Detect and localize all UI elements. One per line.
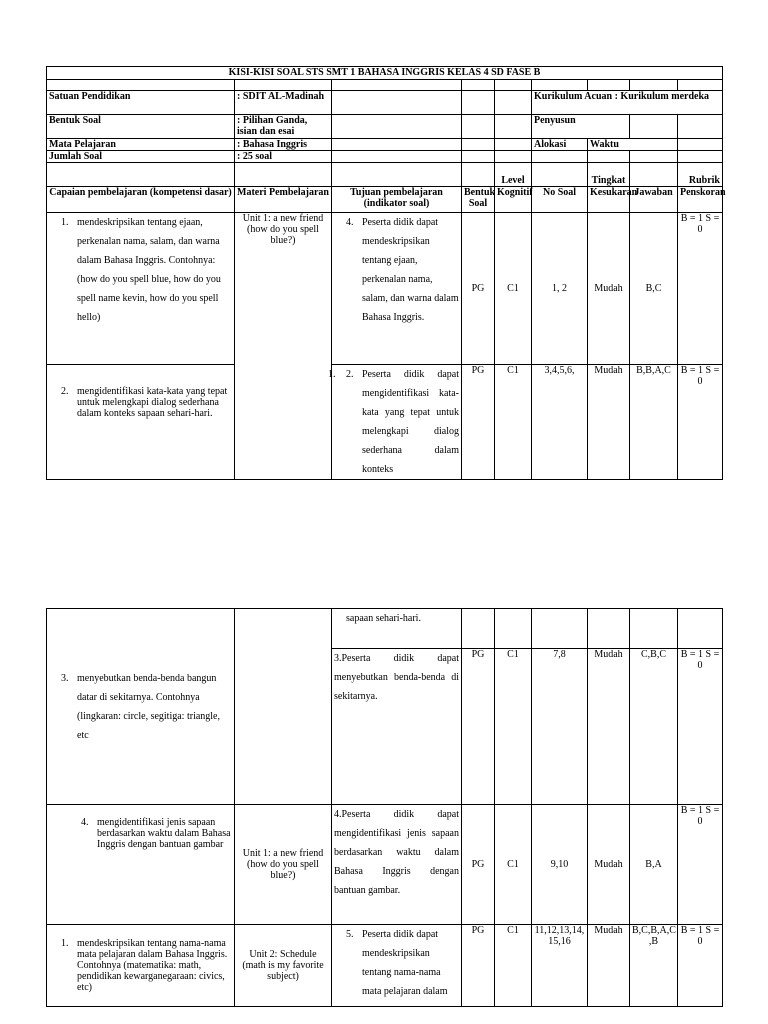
tingkat-cell: Mudah xyxy=(588,925,630,1007)
penyusun-label: Penyusun xyxy=(532,115,630,139)
bentuk-soal-label: Bentuk Soal xyxy=(47,115,235,139)
tujuan-cell: 1. 2. Peserta didik dapat mengidentifikasi kata-kata yang tepat untuk melengkapi dialog sederhana dalam konteks xyxy=(332,365,462,480)
tingkat-header: Tingkat xyxy=(588,163,630,187)
satuan-label: Satuan Pendidikan xyxy=(47,91,235,115)
capaian-header: Capaian pembelajaran (kompetensi dasar) xyxy=(47,187,235,213)
bentuk-cell: PG xyxy=(462,213,495,365)
tingkat-cell: Mudah xyxy=(588,805,630,925)
tujuan-cell: 4.Peserta didik dapat mengidentifikasi jenis sapaan berdasarkan waktu dalam Bahasa Inggris dengan bantuan gambar. xyxy=(332,805,462,925)
rubrik-cell: B = 1 S = 0 xyxy=(678,365,723,480)
rubrik-cell: B = 1 S = 0 xyxy=(678,805,723,925)
rubrik-cell: B = 1 S = 0 xyxy=(678,925,723,1007)
nosoal-cell: 9,10 xyxy=(532,805,588,925)
bentuk-soal-value: : Pilihan Ganda, isian dan esai xyxy=(235,115,332,139)
nosoal-cell: 1, 2 xyxy=(532,213,588,365)
waktu-label: Waktu xyxy=(588,139,678,151)
bentuk-cell: PG xyxy=(462,925,495,1007)
kesukaran-header: Kesukaran xyxy=(588,187,630,213)
capaian-cell: 2. mengidentifikasi kata-kata yang tepat untuk melengkapi dialog sederhana dalam konteks sapaan sehari-hari. xyxy=(47,365,235,480)
kognitif-cell: C1 xyxy=(495,805,532,925)
tingkat-cell: Mudah xyxy=(588,365,630,480)
table-row xyxy=(47,925,723,1007)
kognitif-cell: C1 xyxy=(495,649,532,805)
kurikulum-label: Kurikulum Acuan : Kurikulum merdeka xyxy=(532,91,723,115)
jawaban-cell: B,C xyxy=(630,213,678,365)
materi-header: Materi Pembelajaran xyxy=(235,187,332,213)
materi-cell: Unit 1: a new friend (how do you spell blue?) xyxy=(235,805,332,925)
nosoal-cell: 11,12,13,14, 15,16 xyxy=(532,925,588,1007)
capaian-cell: 1. mendeskripsikan tentang nama-nama mata pelajaran dalam Bahasa Inggris. Contohnya (matematika: math, pendidikan kewarganegaraan: civics, etc) xyxy=(47,925,235,1007)
tujuan-cell: 5. Peserta didik dapat mendeskripsikan tentang nama-nama mata pelajaran dalam xyxy=(332,925,462,1007)
nosoal-cell: 3,4,5,6, xyxy=(532,365,588,480)
mapel-value: : Bahasa Inggris xyxy=(235,139,332,151)
jawaban-header: Jawaban xyxy=(630,187,678,213)
materi-cell: Unit 1: a new friend (how do you spell blue?) xyxy=(235,213,332,480)
tujuan-cell: 3.Peserta didik dapat menyebutkan benda-benda di sekitarnya. xyxy=(332,649,462,805)
nosoal-header: No Soal xyxy=(532,187,588,213)
jumlah-value: : 25 soal xyxy=(235,151,332,163)
capaian-cell: 3. menyebutkan benda-benda bangun datar di sekitarnya. Contohnya (lingkaran: circle, segitiga: triangle, etc xyxy=(47,609,235,805)
kognitif-cell: C1 xyxy=(495,365,532,480)
capaian-cell: 4. mengidentifikasi jenis sapaan berdasarkan waktu dalam Bahasa Inggris dengan bantuan gambar xyxy=(47,805,235,925)
kognitif-cell: C1 xyxy=(495,213,532,365)
table-row xyxy=(47,365,723,480)
jawaban-cell: C,B,C xyxy=(630,649,678,805)
jawaban-cell: B,A xyxy=(630,805,678,925)
tingkat-cell: Mudah xyxy=(588,213,630,365)
tingkat-cell: Mudah xyxy=(588,649,630,805)
kisi-kisi-table-page-2 xyxy=(46,608,723,1007)
kognitif-cell: C1 xyxy=(495,925,532,1007)
mapel-label: Mata Pelajaran xyxy=(47,139,235,151)
kisi-kisi-table-page-1 xyxy=(46,66,726,480)
jawaban-cell: B,C,B,A,C ,B xyxy=(630,925,678,1007)
bentuk-cell: PG xyxy=(462,649,495,805)
jumlah-label: Jumlah Soal xyxy=(47,151,235,163)
rubrik-cell: B = 1 S = 0 xyxy=(678,213,723,365)
nosoal-cell: 7,8 xyxy=(532,649,588,805)
rubrik-cell: B = 1 S = 0 xyxy=(678,649,723,805)
satuan-value: : SDIT AL-Madinah xyxy=(235,91,332,115)
level-header: Level xyxy=(495,163,532,187)
document-title: KISI-KISI SOAL STS SMT 1 BAHASA INGGRIS KELAS 4 SD FASE B xyxy=(47,67,723,80)
table-row xyxy=(47,805,723,925)
rubrik-header: Rubrik xyxy=(678,163,723,187)
jawaban-cell: B,B,A,C xyxy=(630,365,678,480)
alokasi-label: Alokasi xyxy=(532,139,588,151)
kognitif-header: Kognitif xyxy=(495,187,532,213)
tujuan-continuation: sapaan sehari-hari. xyxy=(332,609,462,649)
bentuk-header: Bentuk Soal xyxy=(462,187,495,213)
materi-cell: Unit 2: Schedule (math is my favorite subject) xyxy=(235,925,332,1007)
capaian-cell: 1. mendeskripsikan tentang ejaan, perkenalan nama, salam, dan warna dalam Bahasa Inggris. Contohnya: (how do you spell blue, how do you spell name kevin, how do you spell hello) xyxy=(47,213,235,365)
penskoran-header: Penskoran xyxy=(678,187,723,213)
tujuan-header: Tujuan pembelajaran (indikator soal) xyxy=(332,187,462,213)
bentuk-cell: PG xyxy=(462,365,495,480)
bentuk-cell: PG xyxy=(462,805,495,925)
table-row xyxy=(47,213,723,365)
tujuan-cell: 4. Peserta didik dapat mendeskripsikan tentang ejaan, perkenalan nama, salam, dan warna dalam Bahasa Inggris. xyxy=(332,213,462,365)
